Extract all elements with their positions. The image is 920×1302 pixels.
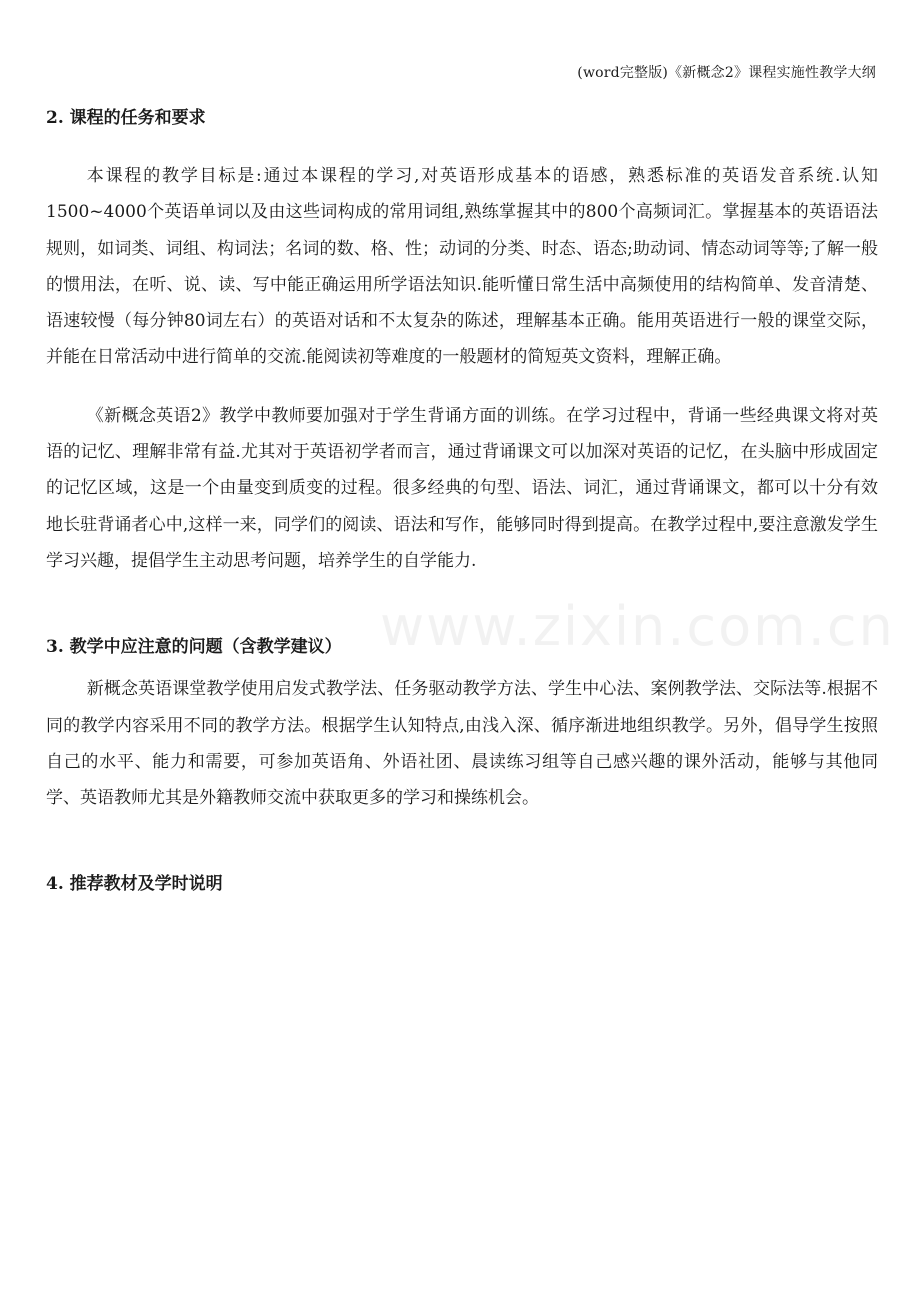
spacer	[46, 136, 878, 158]
watermark: www.zixin.com.cn	[380, 595, 895, 658]
section-heading-3: 3. 教学中应注意的问题（含教学建议）	[46, 637, 342, 658]
spacer	[46, 579, 878, 629]
document-header-title: (word完整版)《新概念2》课程实施性教学大纲	[577, 65, 876, 81]
document-body	[46, 100, 878, 902]
section-heading-4: 4. 推荐教材及学时说明	[46, 874, 223, 895]
section-3-paragraph-1: 新概念英语课堂教学使用启发式教学法、任务驱动教学方法、学生中心法、案例教学法、交际法等.根据不同的教学内容采用不同的教学方法。根据学生认知特点,由浅入深、循序渐进地组织教学。另外，倡导学生按照自己的水平、能力和需要，可参加英语角、外语社团、晨读练习组等自己感兴趣的课外活动，能够与其他同学、英语教师尤其是外籍教师交流中获取更多的学习和操练机会。	[46, 679, 878, 809]
spacer	[46, 816, 878, 866]
spacer	[46, 376, 878, 398]
section-2-paragraph-1: 本课程的教学目标是:通过本课程的学习,对英语形成基本的语感，熟悉标准的英语发音系统.认知1500~4000个英语单词以及由这些词构成的常用词组,熟练掌握其中的800个高频词汇。掌握基本的英语语法规则，如词类、词组、构词法；名词的数、格、性；动词的分类、时态、语态;助动词、情态动词等等;了解一般的惯用法，在听、说、读、写中能正确运用所学语法知识.能听懂日常生活中高频使用的结构简单、发音清楚、语速较慢（每分钟80词左右）的英语对话和不太复杂的陈述，理解基本正确。能用英语进行一般的课堂交际，并能在日常活动中进行简单的交流.能阅读初等难度的一般题材的简短英文资料，理解正确。	[46, 166, 878, 368]
section-2-paragraph-2: 《新概念英语2》教学中教师要加强对于学生背诵方面的训练。在学习过程中，背诵一些经典课文将对英语的记忆、理解非常有益.尤其对于英语初学者而言，通过背诵课文可以加深对英语的记忆，在头脑中形成固定的记忆区域，这是一个由量变到质变的过程。很多经典的句型、语法、词汇，通过背诵课文，都可以十分有效地长驻背诵者心中,这样一来，同学们的阅读、语法和写作，能够同时得到提高。在教学过程中,要注意激发学生学习兴趣，提倡学生主动思考问题，培养学生的自学能力.	[46, 405, 878, 571]
section-heading-2: 2. 课程的任务和要求	[46, 108, 206, 128]
